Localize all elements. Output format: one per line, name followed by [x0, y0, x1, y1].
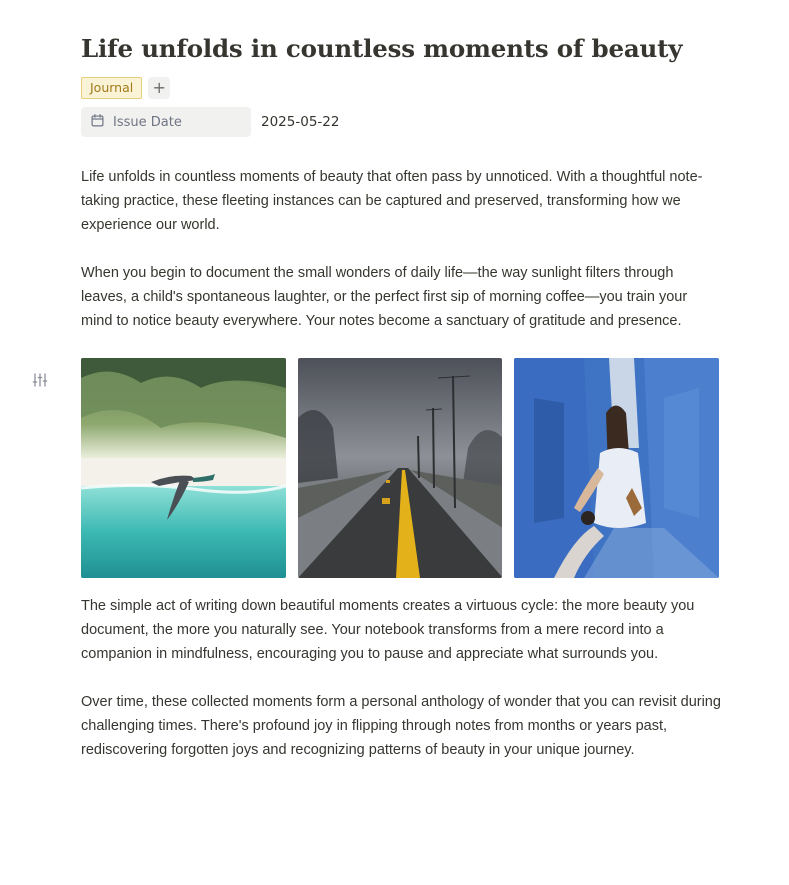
property-label[interactable] — [81, 107, 251, 137]
paragraph[interactable]: Over time, these collected moments form a personal anthology of wonder that you can revisit during challenging times. There's profound joy in flipping through notes from months or years past, rediscovering forgotten joys and recognizing patterns of beauty in your unique journey. — [81, 694, 721, 758]
sliders-icon — [32, 373, 48, 392]
image-gallery — [81, 358, 719, 578]
page-title[interactable]: Life unfolds in countless moments of beauty — [81, 34, 683, 63]
paragraph[interactable]: The simple act of writing down beautiful moments creates a virtuous cycle: the more beauty you document, the more you naturally see. Your notebook transforms from a mere record into a companion in mindfulness, encouraging you to pause and appreciate what surrounds you. — [81, 598, 695, 662]
property-value-date[interactable]: 2025-05-22 — [261, 114, 340, 130]
blue-alley-follow-me-image[interactable] — [514, 358, 719, 578]
add-tag-button[interactable]: + — [148, 77, 170, 99]
paragraph[interactable]: When you begin to document the small wonders of daily life—the way sunlight filters through leaves, a child's spontaneous laughter, or the perfect first sip of morning coffee—you train your mind to notice beauty everywhere. Your notes become a sanctuary of gratitude and presence. — [81, 265, 688, 329]
page — [81, 32, 719, 762]
block-settings-handle[interactable] — [32, 372, 48, 388]
tag-list — [81, 77, 719, 99]
bird-over-beach-image[interactable] — [81, 358, 286, 578]
calendar-icon — [91, 114, 104, 131]
property-label-text: Issue Date — [113, 114, 182, 130]
tag-journal[interactable]: Journal — [81, 77, 142, 99]
property-row-issue-date — [81, 107, 719, 137]
foggy-road-image[interactable] — [298, 358, 503, 578]
paragraph[interactable]: Life unfolds in countless moments of beauty that often pass by unnoticed. With a thoughtful note-taking practice, these fleeting instances can be captured and preserved, transforming how we experience our world. — [81, 169, 703, 233]
